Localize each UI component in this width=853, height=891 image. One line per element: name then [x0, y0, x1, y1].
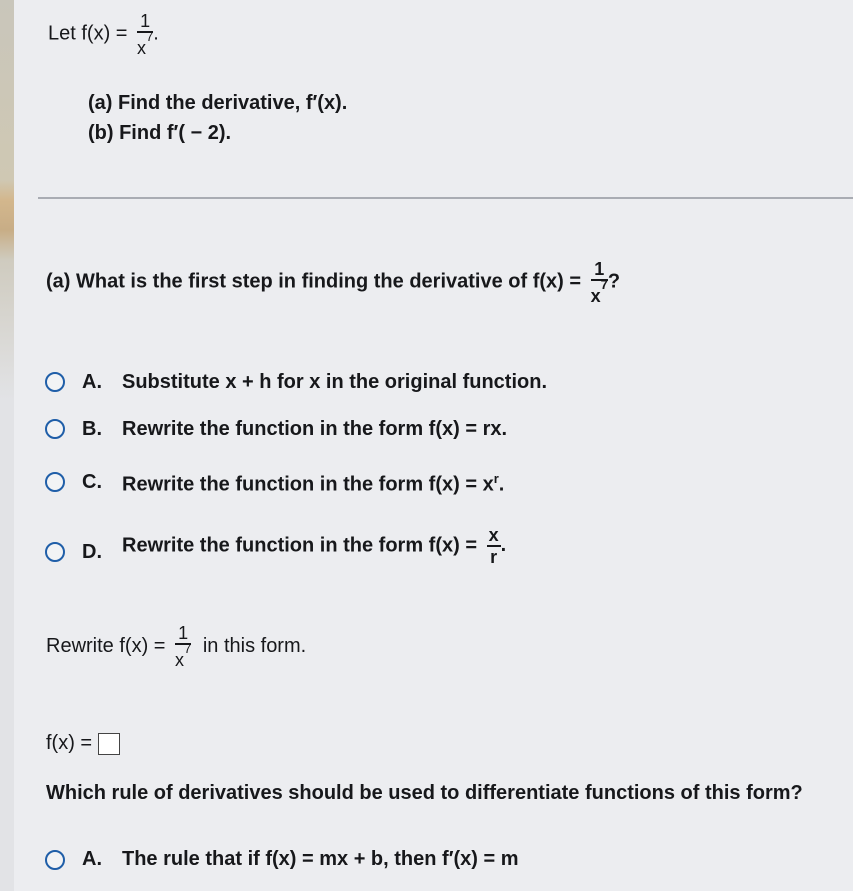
- option-c-letter: C.: [82, 471, 102, 493]
- option-c-text[interactable]: Rewrite the function in the form $f(x) = x^r$.: [122, 471, 505, 496]
- option-a-text[interactable]: Substitute x + h for x in the original function.: [122, 371, 548, 393]
- option-d-letter: D.: [82, 541, 102, 563]
- part-b-label: (b) Find f′( − 2).: [88, 122, 232, 144]
- answer-row: [46, 732, 120, 755]
- option-a-radio[interactable]: [45, 372, 65, 392]
- question-a-fraction: $\frac{1}{x^7}$: [590, 259, 608, 306]
- problem-statement: [48, 12, 159, 57]
- problem-intro: Let f(x) =: [48, 22, 128, 45]
- rule-option-a-text[interactable]: The rule that if f(x) = mx + b, then f′(x) = m: [122, 848, 519, 870]
- problem-period: .: [153, 22, 159, 45]
- answer-label: f(x) =: [46, 732, 93, 755]
- option-d-text[interactable]: Rewrite the function in the form f(x) = $\frac{x}{r}$ .: [122, 525, 507, 567]
- fraction-denominator: $x^7$: [137, 28, 154, 58]
- rewrite-fraction: $\frac{1}{x^7}$: [175, 623, 192, 670]
- question-mark: ?: [607, 270, 621, 293]
- rule-option-a-radio[interactable]: [45, 850, 65, 870]
- question-a: [46, 260, 620, 305]
- option-b-text[interactable]: Rewrite the function in the form f(x) = rx.: [122, 418, 508, 440]
- answer-input[interactable]: [98, 733, 120, 755]
- photo-edge: [0, 0, 14, 891]
- option-d-fraction: $\frac{x}{r}$: [488, 525, 499, 567]
- question-a-text: (a) What is the first step in finding the derivative of f(x) =: [46, 270, 582, 293]
- section-divider: [38, 197, 853, 199]
- fraction-numerator: 1: [140, 11, 151, 31]
- rewrite-prompt: Rewrite f(x) = $\frac{1}{x^7}$ in this form.: [46, 623, 307, 670]
- option-a-letter: A.: [82, 371, 102, 393]
- option-d-radio[interactable]: [45, 542, 65, 562]
- option-b-radio[interactable]: [45, 419, 65, 439]
- problem-fraction: [137, 12, 153, 57]
- rule-question: Which rule of derivatives should be used to differentiate functions of this form?: [46, 782, 803, 804]
- part-a-label: (a) Find the derivative, f′(x).: [88, 92, 348, 114]
- option-c-radio[interactable]: [45, 472, 65, 492]
- option-b-letter: B.: [82, 418, 102, 440]
- rule-option-a-letter: A.: [82, 848, 102, 870]
